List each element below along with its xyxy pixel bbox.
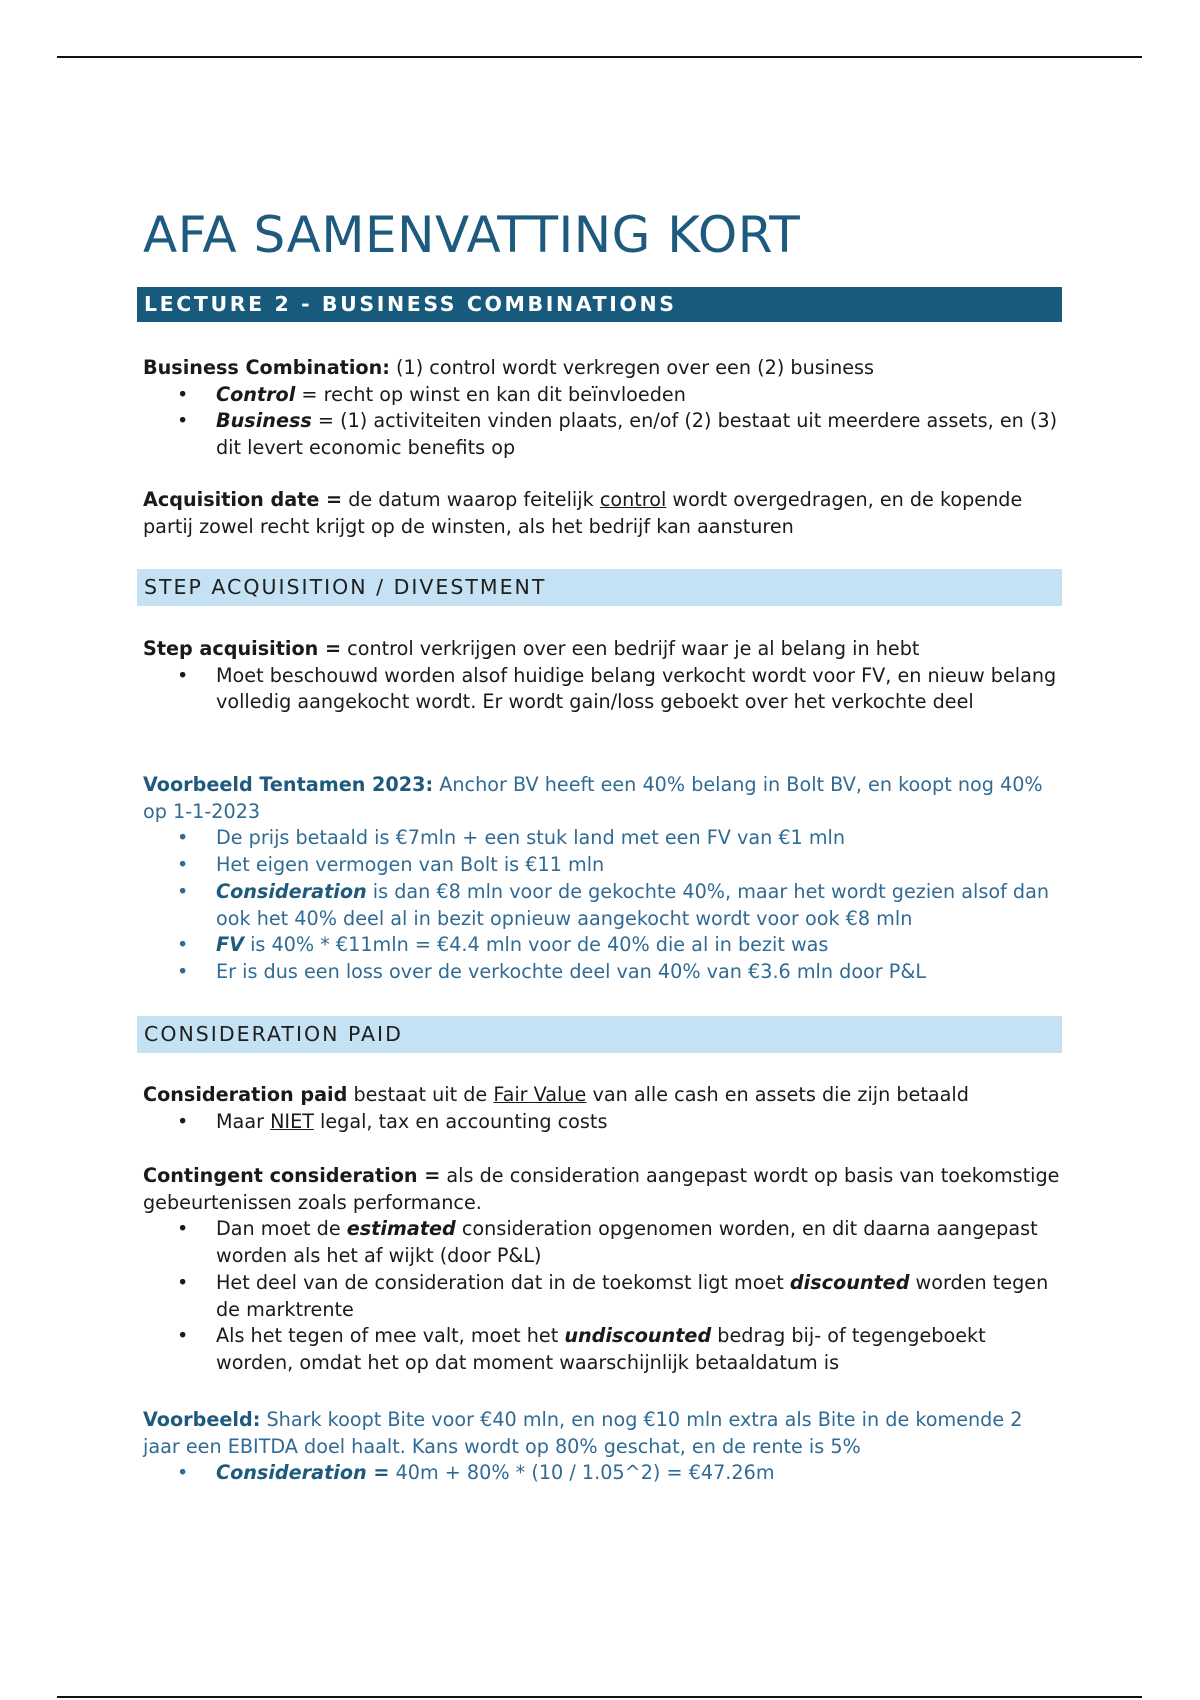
- step-acquisition-list: [143, 663, 1063, 716]
- consideration-paid-block: [143, 1082, 1063, 1135]
- list-item: • Als het tegen of mee valt, moet het undiscounted bedrag bij- of tegengeboekt worden, omdat het op dat moment waarschijnlijk betaaldatum is: [177, 1324, 986, 1374]
- contingent-consideration-list: [143, 1216, 1063, 1376]
- business-combination-block: [143, 355, 1063, 462]
- list-item: • Dan moet de estimated consideration opgenomen worden, en dit daarna aangepast worden als het af wijkt (door P&L): [177, 1217, 1038, 1268]
- top-rule: [57, 56, 1142, 58]
- list-item: • FV is 40% * €11mln = €4.4 mln voor de 40% die al in bezit was: [177, 933, 829, 957]
- contingent-consideration-block: [143, 1163, 1063, 1377]
- business-combination-list: [143, 382, 1063, 462]
- list-item: • Consideration is dan €8 mln voor de gekochte 40%, maar het wordt gezien alsof dan ook het 40% deel al in bezit opnieuw aangekocht wordt voor ook €8 mln: [177, 879, 1050, 930]
- step-acquisition-paragraph: Step acquisition = control verkrijgen over een bedrijf waar je al belang in hebt: [143, 637, 920, 660]
- consideration-paid-heading: CONSIDERATION PAID: [144, 1022, 403, 1046]
- list-item: • Consideration = 40m + 80% * (10 / 1.05^2) = €47.26m: [177, 1461, 775, 1485]
- acquisition-date-block: [143, 487, 1063, 540]
- list-item: • Control = recht op winst en kan dit beïnvloeden: [177, 382, 686, 406]
- acquisition-date-paragraph: Acquisition date = de datum waarop feitelijk control wordt overgedragen, en de kopende partij zowel recht krijgt op de winsten, als het bedrijf kan aansturen: [143, 488, 1023, 538]
- list-item: • Business = (1) activiteiten vinden plaats, en/of (2) bestaat uit meerdere assets, en (3) dit levert economic benefits op: [177, 409, 1058, 460]
- bottom-rule: [57, 1696, 1142, 1698]
- list-item: • Het eigen vermogen van Bolt is €11 mln: [177, 853, 605, 877]
- exam-example-list: [143, 825, 1063, 985]
- list-item: • Maar NIET legal, tax en accounting costs: [177, 1109, 608, 1133]
- lecture-heading-band: [137, 287, 1062, 322]
- document-title: AFA SAMENVATTING KORT: [143, 206, 801, 264]
- step-acquisition-block: [143, 636, 1063, 716]
- step-acquisition-heading-band: [137, 569, 1062, 606]
- consideration-example-list: [143, 1460, 1063, 1487]
- lecture-heading: LECTURE 2 - BUSINESS COMBINATIONS: [144, 292, 677, 316]
- contingent-consideration-paragraph: Contingent consideration = als de consideration aangepast wordt op basis van toekomstige gebeurtenissen zoals performance.: [143, 1164, 1060, 1214]
- list-item: • Er is dus een loss over de verkochte deel van 40% van €3.6 mln door P&L: [177, 959, 927, 983]
- consideration-paid-paragraph: Consideration paid bestaat uit de Fair Value van alle cash en assets die zijn betaald: [143, 1083, 969, 1106]
- list-item: • De prijs betaald is €7mln + een stuk land met een FV van €1 mln: [177, 826, 846, 850]
- list-item: • Het deel van de consideration dat in de toekomst ligt moet discounted worden tegen de marktrente: [177, 1270, 1049, 1321]
- business-combination-paragraph: Business Combination: (1) control wordt verkregen over een (2) business: [143, 356, 875, 379]
- consideration-paid-list: [143, 1109, 1063, 1136]
- consideration-paid-heading-band: [137, 1016, 1062, 1053]
- consideration-example-block: [143, 1407, 1063, 1487]
- list-item: • Moet beschouwd worden alsof huidige belang verkocht wordt voor FV, en nieuw belang volledig aangekocht wordt. Er wordt gain/loss geboekt over het verkochte deel: [177, 663, 1057, 714]
- exam-example-block: [143, 772, 1063, 986]
- exam-example-paragraph: Voorbeeld Tentamen 2023: Anchor BV heeft een 40% belang in Bolt BV, en koopt nog 40% op 1-1-2023: [143, 773, 1043, 823]
- consideration-example-paragraph: Voorbeeld: Shark koopt Bite voor €40 mln, en nog €10 mln extra als Bite in de komende 2 jaar een EBITDA doel haalt. Kans wordt op 80% geschat, en de rente is 5%: [143, 1408, 1023, 1458]
- step-acquisition-heading: STEP ACQUISITION / DIVESTMENT: [144, 575, 547, 599]
